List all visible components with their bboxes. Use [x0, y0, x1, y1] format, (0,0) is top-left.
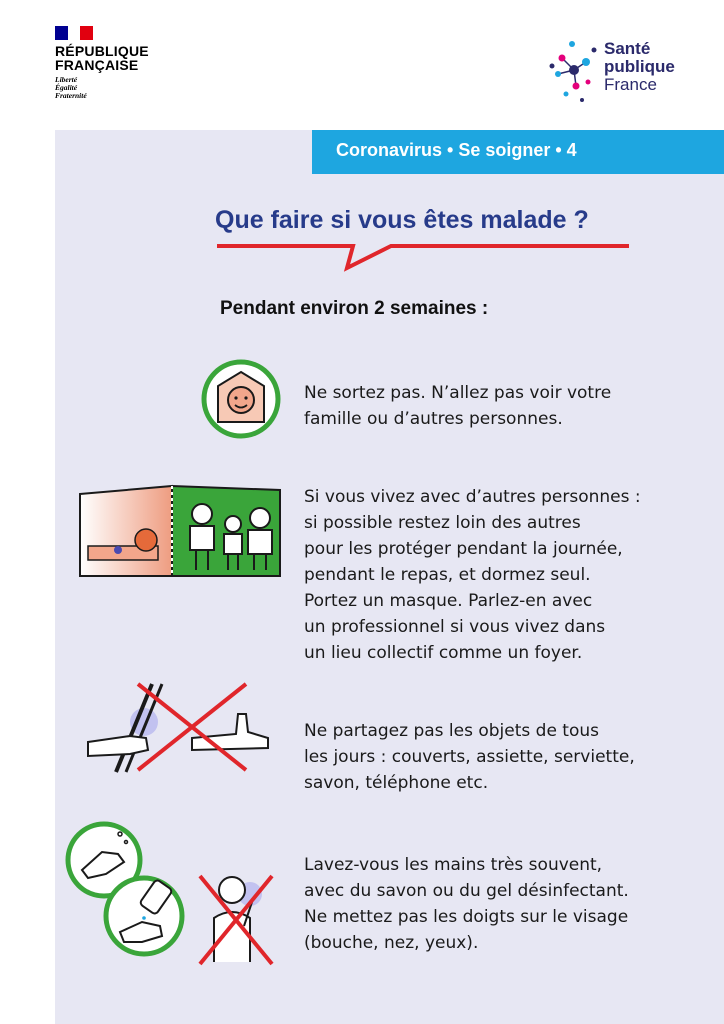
- topic-band: [312, 130, 724, 174]
- page-title: Que faire si vous êtes malade ?: [215, 206, 589, 234]
- agency-name: Santé publique France: [604, 39, 675, 94]
- item-hygiene-text: Lavez-vous les mains très souvent, avec du savon ou du gel désinfectant. Ne mettez pas les doigts sur le visage (bouche, nez, yeux).: [304, 855, 629, 953]
- no-touch-face-icon: [200, 876, 272, 964]
- speech-bubble-underline: [215, 240, 631, 274]
- republique-francaise-logo: [55, 26, 165, 100]
- no-sharing-objects-icon: [86, 676, 276, 776]
- republic-motto: Liberté Égalité Fraternité: [55, 75, 87, 100]
- subtitle: Pendant environ 2 semaines :: [220, 298, 489, 319]
- french-flag-icon: [55, 26, 93, 40]
- isolation-room-icon: [78, 480, 284, 580]
- stay-home-icon: [200, 358, 282, 440]
- item-isolation-text: Si vous vivez avec d’autres personnes : si possible restez loin des autres pour les protéger pendant la journée, pendant le repas, et dormez seul. Portez un masque. Parlez-en avec un professionnel si vous vivez dans un lieu collectif comme un foyer.: [304, 487, 641, 663]
- sante-publique-france-logo: [548, 36, 698, 108]
- topic-label: Coronavirus • Se soigner • 4: [336, 140, 577, 160]
- hygiene-illustration: [64, 818, 286, 968]
- hand-gel-icon: [106, 878, 182, 954]
- item-stay-home-text: Ne sortez pas. N’allez pas voir votre famille ou d’autres personnes.: [304, 383, 612, 429]
- republic-name: RÉPUBLIQUE FRANÇAISE: [55, 43, 149, 73]
- molecule-dots-icon: [548, 36, 600, 108]
- item-no-sharing-text: Ne partagez pas les objets de tous les jours : couverts, assiette, serviette, savon, téléphone etc.: [304, 721, 635, 793]
